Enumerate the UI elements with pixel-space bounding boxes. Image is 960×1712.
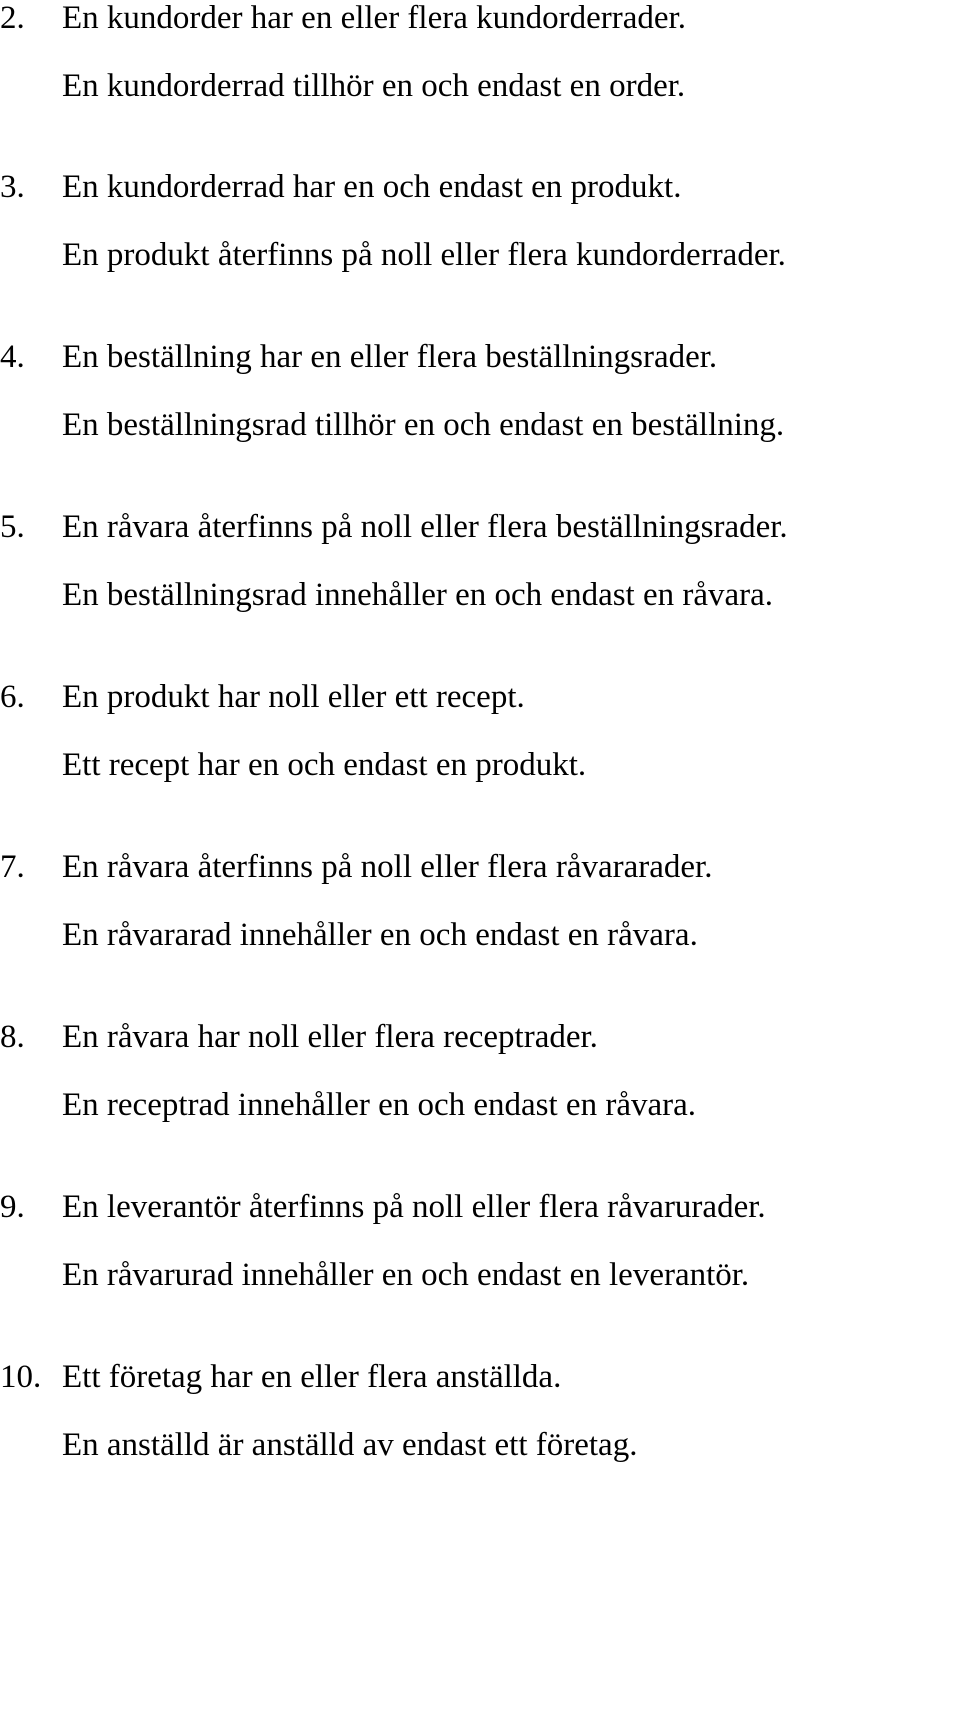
- list-item-text: Ett företag har en eller flera anställda.: [62, 1359, 562, 1395]
- list-item-number: 5.: [0, 509, 25, 545]
- list-item-6: [0, 673, 960, 813]
- list-item-text: En produkt återfinns på noll eller flera kundorderrader.: [62, 237, 786, 273]
- list-item-number: 2.: [0, 0, 25, 36]
- list-item-number: 9.: [0, 1189, 25, 1225]
- list-item-number: 7.: [0, 849, 25, 885]
- list-item-text: En receptrad innehåller en och endast en råvara.: [62, 1087, 696, 1123]
- list-item-text: Ett recept har en och endast en produkt.: [62, 747, 587, 783]
- list-item-number: 3.: [0, 169, 25, 205]
- list-item-number: 6.: [0, 679, 25, 715]
- list-item-text: En produkt har noll eller ett recept.: [62, 679, 525, 715]
- list-item-5: [0, 503, 960, 643]
- list-item-number: 10.: [0, 1359, 42, 1395]
- list-item-8: [0, 1013, 960, 1153]
- list-item-9: [0, 1183, 960, 1323]
- list-item-4: [0, 333, 960, 473]
- list-item-text: En råvara återfinns på noll eller flera råvararader.: [62, 849, 713, 885]
- list-item-text: En kundorderrad tillhör en och endast en order.: [62, 68, 686, 104]
- list-item-text: En beställning har en eller flera beställningsrader.: [62, 339, 718, 375]
- list-item-number: 8.: [0, 1019, 25, 1055]
- list-item-text: En kundorderrad har en och endast en produkt.: [62, 169, 682, 205]
- list-item-text: En råvara har noll eller flera receptrader.: [62, 1019, 598, 1055]
- list-item-2: [0, 0, 960, 134]
- list-item-text: En leverantör återfinns på noll eller flera råvarurader.: [62, 1189, 766, 1225]
- list-item-7: [0, 843, 960, 983]
- list-item-3: [0, 163, 960, 303]
- list-item-number: 4.: [0, 339, 25, 375]
- list-item-text: En beställningsrad tillhör en och endast en beställning.: [62, 407, 785, 443]
- list-item-text: En råvara återfinns på noll eller flera beställningsrader.: [62, 509, 788, 545]
- list-item-text: En anställd är anställd av endast ett företag.: [62, 1427, 638, 1463]
- list-item-10: [0, 1353, 960, 1493]
- list-item-text: En råvararad innehåller en och endast en råvara.: [62, 917, 698, 953]
- list-item-text: En råvarurad innehåller en och endast en leverantör.: [62, 1257, 750, 1293]
- list-item-text: En kundorder har en eller flera kundorderrader.: [62, 0, 686, 36]
- list-item-text: En beställningsrad innehåller en och endast en råvara.: [62, 577, 774, 613]
